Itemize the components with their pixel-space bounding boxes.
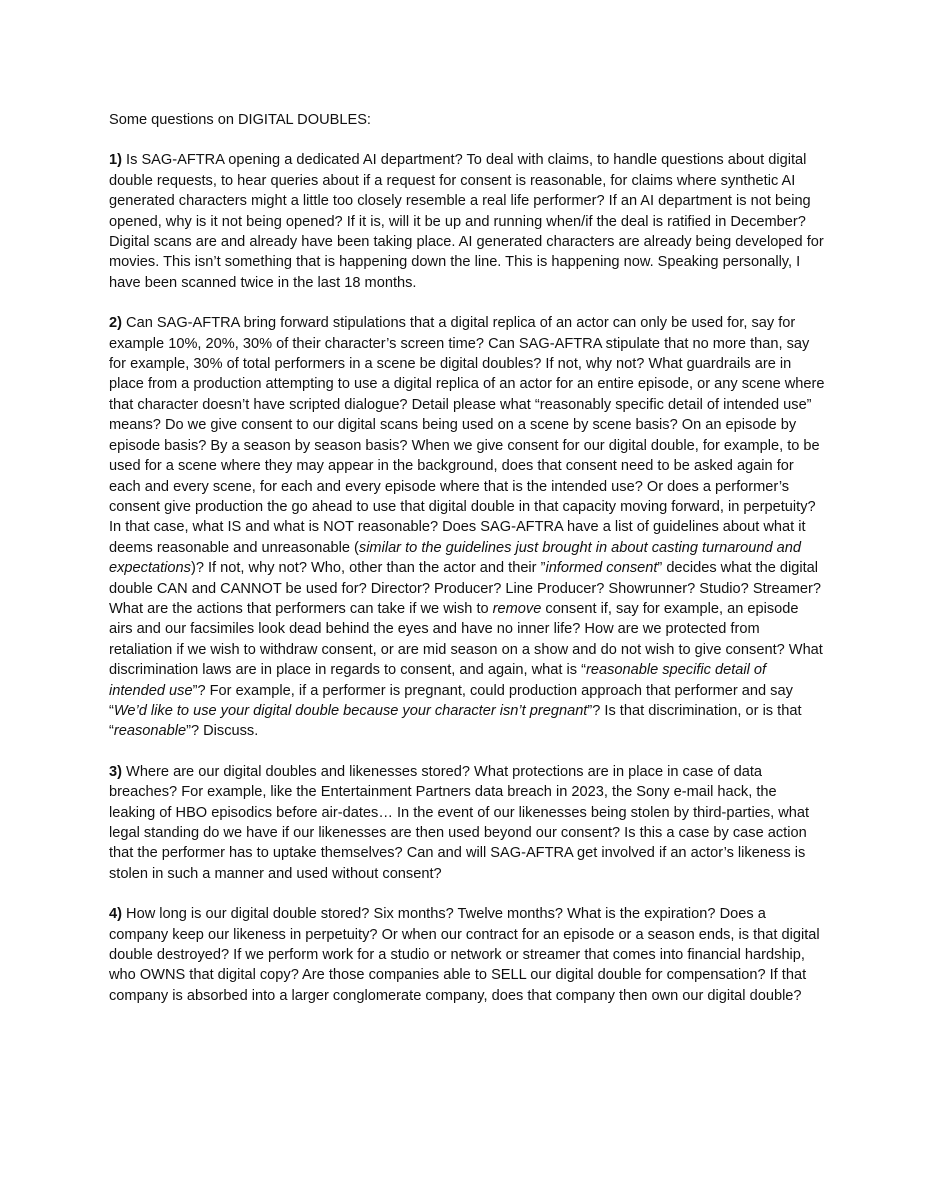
question-number: 1) <box>109 152 122 169</box>
question-3 <box>109 762 825 884</box>
italic-text: informed consent <box>545 560 658 577</box>
italic-text: We’d like to use your digital double because your character isn’t pregnant <box>113 702 588 719</box>
question-text: Is SAG-AFTRA opening a dedicated AI department? To deal with claims, to handle questions about digital double requests, to hear queries about if a request for consent is reasonable, for claims where synthetic AI generated characters might a little too closely resemble a real life performer? If an AI department is not being opened, why is it not being opened? If it is, will it be up and running when/if the deal is ratified in December? Digital scans are and already have been taking place. AI generated characters are already being developed for movies. This isn’t something that is happening down the line. This is happening now. Speaking personally, I have been scanned twice in the last 18 months. <box>109 152 824 291</box>
question-text: Can SAG-AFTRA bring forward stipulations that a digital replica of an actor can only be used for, say for example 10%, 20%, 30% of their character’s screen time? Can SAG-AFTRA stipulate that no more than, say for example, 30% of total performers in a scene be digital doubles? If not, why not? What guardrails are in place from a production attempting to use a digital replica of an actor for an entire episode, or any scene where that character doesn’t have scripted dialogue? Detail please what “reasonably specific detail of intended use” means? Do we give consent to our digital scans being used on a scene by scene basis? On an episode by episode basis? By a season by season basis? When we give consent for our digital double, for example, to be used for a scene where they may appear in the background, does that consent need to be asked again for each and every scene, for each and every episode where that is the intended use? Or does a performer’s consent give production the go ahead to use that digital double in that capacity moving forward, in perpetuity? In that case, what IS and what is NOT reasonable? Does SAG-AFTRA have a list of guidelines about what it deems reasonable and unreasonable ( <box>109 315 825 556</box>
question-4 <box>109 904 825 1006</box>
italic-text: similar to the guidelines just brought in about casting turnaround and expectations <box>109 539 802 577</box>
question-text: )? If not, why not? Who, other than the actor and their ” <box>190 560 546 577</box>
italic-text: reasonable <box>113 723 187 740</box>
question-text: Where are our digital doubles and likenesses stored? What protections are in place in case of data breaches? For example, like the Entertainment Partners data breach in 2023, the Sony e-mail hack, the leaking of HBO episodics before air-dates… In the event of our likenesses being stolen by third-parties, what legal standing do we have if our likenesses are then used beyond our consent? Is this a case by case action that the performer has to uptake themselves? Can and will SAG-AFTRA get involved if an actor’s likeness is stolen in such a manner and used without consent? <box>109 763 810 882</box>
question-text: ”? For example, if a performer is pregnant, could production approach that performer and say “ <box>109 682 793 719</box>
question-text: How long is our digital double stored? Six months? Twelve months? What is the expiration? Does a company keep our likeness in perpetuity? Or when our contract for an episode or a season ends, is that digital double destroyed? If we perform work for a studio or network or streamer that comes into financial hardship, who OWNS that digital copy? Are those companies able to SELL our digital double for compensation? If that company is absorbed into a larger conglomerate company, does that company then own our digital double? <box>109 906 820 1004</box>
question-number: 4) <box>109 906 122 923</box>
question-text: ” decides what the digital double CAN and CANNOT be used for? Director? Producer? Line Producer? Showrunner? Studio? Streamer? What are the actions that performers can take if we wish to <box>109 560 821 617</box>
question-text: ”? Is that discrimination, or is that “ <box>109 702 802 740</box>
question-text: consent if, say for example, an episode airs and our facsimiles look dead behind the eyes and have no inner life? How are we protected from retaliation if we wish to withdraw consent, or are mid season on a show and do not wish to give consent? What discrimination laws are in place in regards to consent, and again, what is “ <box>109 600 823 679</box>
question-text: ”? Discuss. <box>186 723 259 740</box>
document-heading: Some questions on DIGITAL DOUBLES: <box>109 112 371 128</box>
question-2 <box>109 313 825 742</box>
italic-text: reasonable specific detail of intended use <box>109 662 767 699</box>
document-page <box>109 110 825 1026</box>
question-number: 3) <box>109 763 122 780</box>
italic-text: remove <box>492 600 542 617</box>
question-number: 2) <box>109 315 122 332</box>
question-1 <box>109 150 825 293</box>
